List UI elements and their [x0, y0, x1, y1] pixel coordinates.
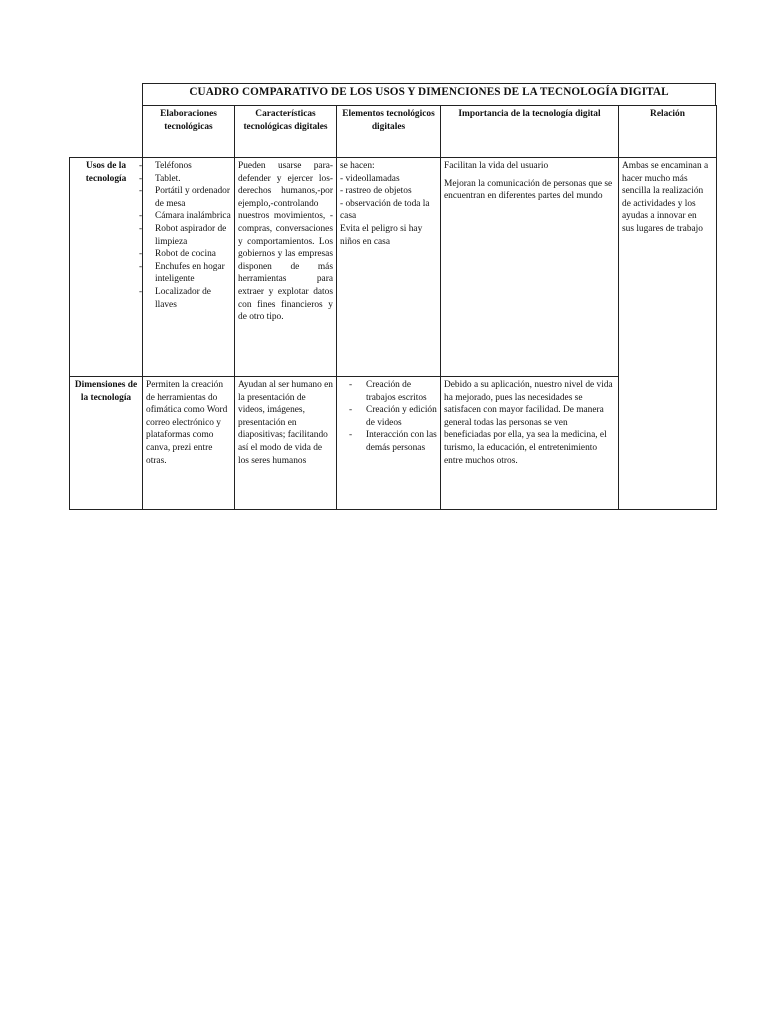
- importancia-item: Facilitan la vida del usuario: [444, 161, 549, 171]
- cell-relacion: [619, 158, 717, 510]
- list-item: - Enchufes en hogar inteligente: [139, 261, 225, 285]
- header-relacion: Relación: [619, 106, 717, 158]
- cell-usos-elaboraciones: [139, 158, 235, 377]
- relacion-text: Ambas se encaminan a hacer mucho más sencilla la realización de actividades y los ayudas a innovar en sus lugares de trabajo: [622, 161, 709, 234]
- row-label-dimensiones: Dimensiones de la tecnología: [70, 377, 143, 510]
- table-title: CUADRO COMPARATIVO DE LOS USOS Y DIMENCIONES DE LA TECNOLOGÍA DIGITAL: [142, 83, 716, 105]
- importancia-item: Mejoran la comunicación de personas que se encuentran en diferentes partes del mundo: [444, 178, 613, 202]
- elementos-extra: Evita el peligro si hay niños en casa: [340, 223, 423, 247]
- header-importancia: Importancia de la tecnología digital: [441, 106, 619, 158]
- list-item: - Teléfonos: [139, 161, 192, 171]
- list-item: - Interacción con las demás personas: [349, 430, 437, 453]
- list-item: - Creación y edición de videos: [349, 405, 437, 428]
- cell-usos-elementos: [337, 158, 441, 377]
- cell-dimensiones-importancia: Debido a su aplicación, nuestro nivel de vida ha mejorado, pues las necesidades se satisfacen con mayor facilidad. De manera general todas las personas se ven beneficiadas por ella, ya sea la medicina, el turismo, la educación, el entretenimiento entre muchos otros.: [441, 377, 619, 510]
- elementos-list: [340, 379, 437, 455]
- list-item: - Localizador de llaves: [139, 286, 211, 310]
- list-item: - Cámara inalámbrica: [139, 211, 231, 222]
- table-row-usos: [70, 158, 717, 377]
- cell-dimensiones-elementos: [337, 377, 441, 510]
- header-caracteristicas: Características tecnológicas digitales: [235, 106, 337, 158]
- list-item: - Creación de trabajos escritos: [349, 380, 427, 403]
- list-item: - observación de toda la casa: [340, 198, 430, 222]
- list-item: - rastreo de objetos: [340, 186, 412, 197]
- header-row: [70, 106, 717, 158]
- row-label-usos: Usos de la tecnología: [70, 158, 143, 377]
- cell-dimensiones-elaboraciones: Permiten la creación de herramientas do ofimática como Word correo electrónico y plataformas como canva, prezi entre otras.: [143, 377, 235, 510]
- list-item: - Robot aspirador de limpieza: [139, 223, 227, 247]
- header-elaboraciones: Elaboraciones tecnológicas: [143, 106, 235, 158]
- list-item: - Robot de cocina: [139, 249, 216, 260]
- header-elementos: Elementos tecnológicos digitales: [337, 106, 441, 158]
- corner-cell: [70, 106, 143, 158]
- elaboraciones-list: [139, 160, 231, 311]
- comparison-table: [69, 105, 717, 510]
- list-item: - videollamadas: [340, 173, 400, 184]
- elementos-intro: se hacen:: [340, 161, 375, 171]
- cell-usos-importancia: [441, 158, 619, 377]
- list-item: - Tablet.: [139, 173, 181, 184]
- cell-dimensiones-caracteristicas: Ayudan al ser humano en la presentación de videos, imágenes, presentación en diapositivas; facilitando así el modo de vida de los seres humanos: [235, 377, 337, 510]
- list-item: - Portátil y ordenador de mesa: [139, 186, 230, 209]
- cell-usos-caracteristicas: Pueden usarse para-defender y ejercer los-derechos humanos,-por ejemplo,-controlando nuestros movimientos, -compras, conversaciones y comportamientos. Los gobiernos y las empresas disponen de más herramientas para extraer y explotar datos con fines financieros y de otro tipo.: [235, 158, 337, 377]
